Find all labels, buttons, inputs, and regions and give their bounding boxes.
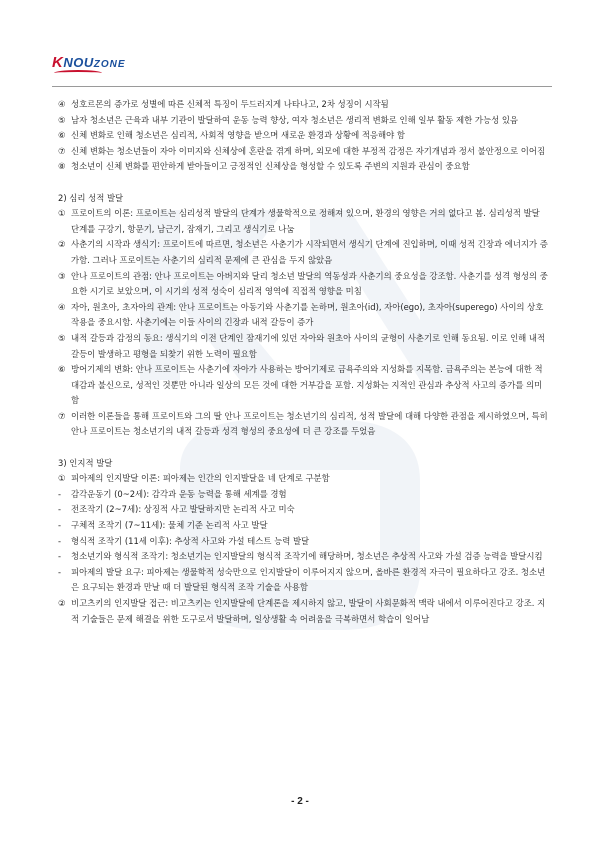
list-item-text: 신체 변화로 인해 청소년은 심리적, 사회적 영향을 받으며 새로운 환경과 상황에 적응해야 함	[71, 130, 405, 141]
list-item-text: 전조작기 (2~7세): 상징적 사고 발달하지만 논리적 사고 미숙	[71, 504, 295, 515]
list-item-text: 자아, 원초아, 초자아의 관계: 안나 프로이트는 아동기와 사춘기를 논하며, 원초아(id), 자아(ego), 초자아(superego) 사이의 상호작용을 중요시함. 사춘기에는 이들 사이의 긴장과 내적 갈등이 증가	[71, 301, 544, 328]
list-marker: ⑤	[58, 332, 66, 343]
list-item	[58, 596, 548, 627]
list-item-text: 피아제의 인지발달 이론: 피아제는 인간의 인지발달을 네 단계로 구분함	[71, 473, 330, 484]
list-item	[58, 159, 548, 175]
list-marker: ②	[58, 239, 66, 250]
list-marker: -	[58, 566, 62, 577]
list-item-text: 구체적 조작기 (7~11세): 물체 기준 논리적 사고 발달	[71, 520, 268, 531]
section	[58, 456, 548, 628]
logo-nou: NOU	[63, 55, 94, 70]
list-item	[58, 487, 548, 503]
list-item-text: 감각운동기 (0~2세): 감각과 운동 능력을 통해 세계를 경험	[71, 488, 287, 499]
list-marker: ⑥	[58, 130, 66, 141]
list-marker: -	[58, 520, 62, 531]
list-marker: ①	[58, 473, 66, 484]
list-marker: -	[58, 551, 62, 562]
list-item-text: 청소년이 신체 변화를 편안하게 받아들이고 긍정적인 신체상을 형성할 수 있도록 주변의 지원과 관심이 중요함	[71, 161, 470, 172]
section-heading: 3) 인지적 발달	[58, 457, 113, 468]
list-item-text: 안나 프로이트의 관점: 안나 프로이트는 아버지와 달리 청소년 발달의 역동성과 사춘기의 중요성을 강조함. 사춘기를 성격 형성의 중요한 시기로 보았으며, 이 시기의 성적 성숙이 심리적 영역에 직접적 영향을 미침	[71, 270, 548, 297]
list-marker: ④	[58, 301, 66, 312]
knouzone-logo	[52, 54, 126, 71]
logo-zone: ZONE	[93, 59, 126, 70]
list-item-text: 비고츠키의 인지발달 접근: 비고츠키는 인지발달에 단계론을 제시하지 않고, 발달이 사회문화적 맥락 내에서 이루어진다고 강조. 지적 기술들은 문제 해결을 위한 도구로서 발달하며, 일상생활 속 어려움을 극복하면서 학습이 일어남	[71, 598, 546, 624]
logo-swoosh-icon	[54, 70, 102, 76]
list-item	[58, 471, 548, 487]
header-rule	[52, 86, 552, 87]
list-item	[58, 237, 548, 268]
section	[58, 97, 548, 175]
list-item-text: 사춘기의 시작과 생식기: 프로이트에 따르면, 청소년은 사춘기가 시작되면서 생식기 단계에 진입하며, 이때 성적 긴장과 에너지가 증가함. 그러나 프로이트는 사춘기의 심리적 문제에 큰 관심을 두지 않았음	[71, 239, 548, 265]
list-marker: ⑥	[58, 364, 66, 375]
list-item-text: 형식적 조작기 (11세 이후): 추상적 사고와 가설 테스트 능력 발달	[71, 535, 310, 546]
list-item	[58, 409, 548, 440]
list-item	[58, 331, 548, 362]
list-item	[58, 206, 548, 237]
list-marker: ③	[58, 270, 66, 281]
list-marker: ⑧	[58, 161, 66, 172]
section-gap	[58, 440, 548, 456]
list-marker: ⑦	[58, 145, 66, 156]
page-header	[52, 48, 552, 88]
list-marker: ⑦	[58, 410, 66, 421]
section	[58, 191, 548, 441]
list-item	[58, 502, 548, 518]
list-marker: -	[58, 488, 62, 499]
list-item	[58, 97, 548, 113]
list-item-text: 성호르몬의 증가로 성별에 따른 신체적 특징이 두드러지게 나타나고, 2차 성징이 시작됨	[71, 99, 389, 109]
list-item	[58, 518, 548, 534]
list-marker: ①	[58, 208, 66, 219]
list-item	[58, 300, 548, 331]
list-item	[58, 128, 548, 144]
page-number: - 2 -	[291, 796, 309, 807]
list-marker: ②	[58, 598, 66, 608]
list-item-text: 신체 변화는 청소년들이 자아 이미지와 신체상에 혼란을 겪게 하며, 외모에 대한 부정적 감정은 자기개념과 정서 불안정으로 이어짐	[71, 145, 546, 156]
list-item	[58, 113, 548, 129]
list-marker: ⑤	[58, 114, 66, 125]
list-item-text: 피아제의 발달 요구: 피아제는 생물학적 성숙만으로 인지발달이 이루어지지 않으며, 올바른 환경적 자극이 필요하다고 강조. 청소년은 요구되는 환경과 만날 때 더 발달된 형식적 조작 기술을 사용함	[71, 566, 546, 593]
list-item-text: 내적 갈등과 감정의 동요: 생식기의 이전 단계인 잠재기에 있던 자아와 원초아 사이의 균형이 사춘기로 인해 동요됨. 이로 인해 내적 갈등이 발생하고 평형을 되찾기 위한 노력이 필요함	[71, 332, 546, 359]
logo-k: K	[52, 54, 64, 71]
list-item-text: 청소년기와 형식적 조작기: 청소년기는 인지발달의 형식적 조작기에 해당하며, 청소년은 추상적 사고와 가설 검증 능력을 발달시킴	[71, 551, 543, 562]
list-item	[58, 144, 548, 160]
list-item	[58, 269, 548, 300]
list-item-text: 남자 청소년은 근육과 내부 기관이 발달하여 운동 능력 향상, 여자 청소년은 생리적 변화로 인해 일부 활동 제한 가능성 있음	[71, 114, 519, 125]
list-item-text: 방어기제의 변화: 안나 프로이트는 사춘기에 자아가 사용하는 방어기제로 금욕주의와 지성화를 지목함. 금욕주의는 본능에 대한 적대감과 불신으로, 성적인 것뿐만 아니라 일상의 모든 것에 대한 거부감을 포함. 지성화는 지적인 관심과 추상적 사고의 증가를 의미함	[71, 364, 543, 406]
list-item	[58, 362, 548, 409]
list-item-text: 이러한 이론들을 통해 프로이트와 그의 딸 안나 프로이트는 청소년기의 심리적, 성적 발달에 대해 다양한 관점을 제시하였으며, 특히 안나 프로이트는 청소년기의 내적 갈등과 성격 형성의 중요성에 더 큰 강조를 두었음	[71, 410, 548, 437]
section-heading: 2) 심리 성적 발달	[58, 192, 124, 203]
list-marker: -	[58, 535, 62, 546]
list-marker: -	[58, 504, 62, 515]
list-item	[58, 549, 548, 565]
list-item	[58, 565, 548, 596]
document-body	[58, 97, 548, 627]
list-item	[58, 534, 548, 550]
section-gap	[58, 175, 548, 191]
list-item-text: 프로이트의 이론: 프로이트는 심리성적 발달의 단계가 생물학적으로 정해져 있으며, 환경의 영향은 거의 없다고 봄. 심리성적 발달 단계를 구강기, 항문기, 남근기, 잠재기, 그리고 생식기로 나눔	[71, 208, 540, 234]
list-marker: ④	[58, 99, 66, 109]
